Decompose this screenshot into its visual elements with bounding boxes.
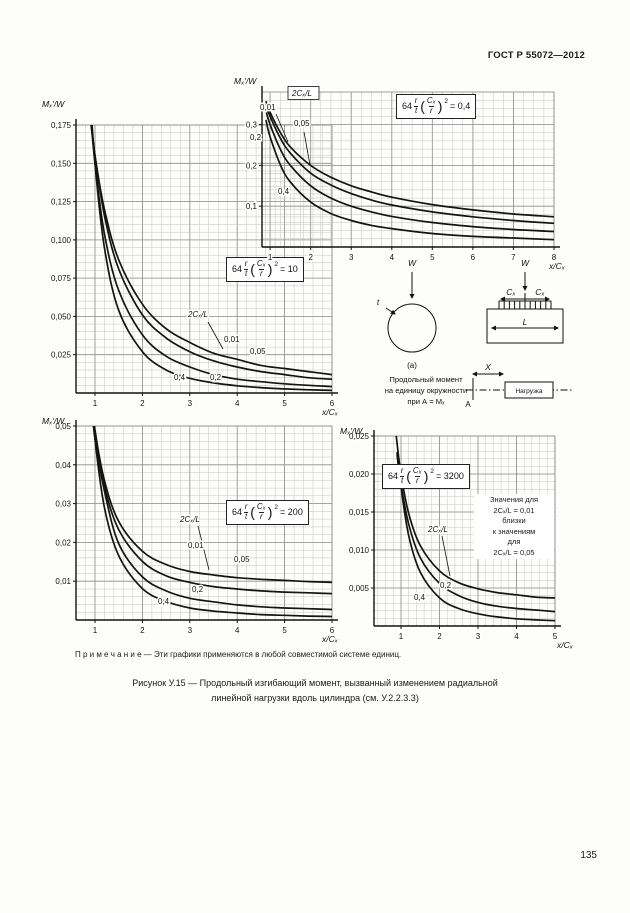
y-tick-label: 0,075 bbox=[50, 274, 71, 284]
x-tick-label: 1 bbox=[92, 626, 98, 635]
curve-label: 2Cₓ/L bbox=[188, 310, 208, 319]
curve-label: 0,01 bbox=[260, 103, 276, 112]
y-tick-label: 0,025 bbox=[348, 432, 369, 441]
x-tick-label: 3 bbox=[348, 253, 354, 262]
y-tick-label: 0,100 bbox=[50, 235, 71, 245]
formula-box: 64 $\frac{r}{t}$ ( $\frac{\text{Cₓ}}{r}$ ) 2 = 200 bbox=[226, 500, 309, 525]
y-tick-label: 0,150 bbox=[50, 159, 71, 169]
chart-top-right bbox=[232, 72, 567, 277]
y-axis-label: Mₓ′/W bbox=[42, 416, 65, 426]
sub-label-a: (а) bbox=[407, 361, 417, 370]
curve-label: 0,01 bbox=[188, 541, 204, 550]
diagram-caption-line: Продольный момент bbox=[389, 375, 463, 384]
formula-box: 64 $\frac{r}{t}$ ( $\frac{\text{Cₓ}}{r}$ ) 2 = 0,4 bbox=[396, 94, 476, 119]
x-tick-label: 6 bbox=[329, 626, 335, 635]
x-tick-label: 1 bbox=[267, 253, 273, 262]
curve-label: 0,4 bbox=[174, 373, 186, 382]
page-number: 135 bbox=[580, 850, 597, 861]
x-tick-label: 7 bbox=[511, 253, 516, 262]
diagram-svg bbox=[342, 252, 577, 412]
curve-label: 0,2 bbox=[192, 585, 204, 594]
y-tick-label: 0,05 bbox=[55, 422, 71, 431]
y-tick-label: 0,015 bbox=[348, 508, 369, 517]
x-tick-label: 3 bbox=[187, 626, 193, 635]
y-axis-label: Mₓ′/W bbox=[234, 76, 257, 86]
x-tick-label: 4 bbox=[234, 626, 240, 635]
distributed-load-comb bbox=[499, 301, 551, 309]
x-tick-label: 2 bbox=[308, 253, 313, 262]
chart-svg-bottom-left bbox=[40, 412, 340, 652]
x-tick-label: 5 bbox=[552, 632, 558, 641]
y-tick-label: 0,03 bbox=[55, 499, 71, 509]
x-tick-label: 4 bbox=[514, 632, 519, 641]
x-tick-label: 1 bbox=[92, 399, 98, 408]
curve-label: 0,4 bbox=[158, 597, 170, 606]
x-tick-label: 1 bbox=[398, 632, 404, 641]
curve-label: 0,4 bbox=[278, 187, 290, 196]
axis-tick-labels bbox=[246, 121, 557, 262]
y-tick-label: 0,025 bbox=[50, 350, 71, 360]
curve-label: 2Cₓ/L bbox=[428, 525, 448, 534]
y-tick-label: 0,2 bbox=[245, 161, 257, 171]
y-tick-label: 0,04 bbox=[55, 460, 71, 470]
x-dim-label: X bbox=[485, 362, 491, 372]
y-tick-label: 0,02 bbox=[55, 538, 71, 548]
w-label-right: W bbox=[520, 258, 530, 268]
x-tick-label: 6 bbox=[470, 253, 476, 262]
y-tick-label: 0,3 bbox=[245, 120, 257, 130]
formula-box: 64 $\frac{r}{t}$ ( $\frac{\text{Cₓ}}{r}$ ) 2 = 10 bbox=[226, 257, 304, 282]
x-tick-label: 5 bbox=[430, 253, 435, 262]
curve-label: 0,4 bbox=[414, 593, 426, 602]
y-tick-label: 0,175 bbox=[50, 121, 71, 130]
a-label: А bbox=[465, 400, 471, 409]
cx-label-left: Cₓ bbox=[506, 287, 516, 297]
y-tick-label: 0,1 bbox=[245, 202, 257, 212]
chart-bottom-right bbox=[330, 422, 575, 662]
y-axis-label: Mₓ′/W bbox=[340, 426, 363, 436]
curve-label: 0,05 bbox=[250, 347, 266, 356]
di agram-caption-line: при А = Мₓ bbox=[407, 397, 445, 406]
cx-label-right: Cₓ bbox=[535, 287, 545, 297]
diagram-caption-line: на единицу окружности bbox=[384, 386, 468, 395]
figure-caption: Рисунок У.15 — Продольный изгибающий момент, вызванный изменением радиальной линейной нагрузки вдоль цилиндра (см. У.2.2.3.3) bbox=[132, 678, 498, 703]
w-label-left: W bbox=[407, 258, 417, 268]
x-axis-label: x/Cₓ bbox=[557, 640, 573, 650]
x-tick-label: 5 bbox=[282, 399, 287, 408]
l-label: L bbox=[522, 317, 528, 327]
curve-label: 0,05 bbox=[294, 119, 310, 128]
cylinder-load-diagram bbox=[342, 252, 577, 412]
curve-label: 0,2 bbox=[250, 133, 262, 142]
curve-label: 0,2 bbox=[210, 373, 222, 382]
x-tick-label: 4 bbox=[389, 253, 395, 262]
label-leader bbox=[442, 536, 450, 576]
values-note: Значения для 2Cₓ/L = 0,01 близки к значениям для 2Cₓ/L = 0,05 bbox=[474, 494, 554, 559]
x-tick-label: 8 bbox=[551, 253, 557, 262]
y-tick-label: 0,125 bbox=[50, 197, 71, 207]
x-tick-label: 3 bbox=[187, 399, 193, 408]
curve-label: 0,2 bbox=[440, 581, 452, 590]
x-tick-label: 2 bbox=[437, 632, 442, 641]
y-axis-label: Mₓ′/W bbox=[42, 99, 65, 109]
x-tick-label: 3 bbox=[475, 632, 481, 641]
y-tick-label: 0,010 bbox=[348, 546, 369, 555]
curve-label: 0,05 bbox=[234, 555, 250, 564]
x-tick-label: 2 bbox=[140, 626, 145, 635]
x-tick-label: 4 bbox=[234, 399, 240, 408]
formula-box: 64 $\frac{r}{t}$ ( $\frac{\text{Cₓ}}{r}$ ) 2 = 3200 bbox=[382, 464, 470, 489]
cylinder-section-circle bbox=[388, 304, 436, 352]
label-leader bbox=[208, 322, 223, 349]
y-tick-label: 0,01 bbox=[55, 577, 71, 587]
t-pointer bbox=[386, 308, 395, 314]
note-text: П р и м е ч а н и е — Эти графики применяются в любой совместимой системе единиц. bbox=[75, 650, 402, 659]
document-header: ГОСТ Р 55072—2012 bbox=[487, 50, 585, 61]
curve-label: 2Cₓ/L bbox=[180, 515, 200, 524]
load-label: Нагрузка bbox=[515, 388, 543, 395]
y-tick-label: 0,005 bbox=[348, 584, 369, 593]
x-tick-label: 6 bbox=[329, 399, 335, 408]
y-tick-label: 0,020 bbox=[348, 470, 369, 479]
x-tick-label: 2 bbox=[140, 399, 145, 408]
x-axis-label: x/Cₓ bbox=[322, 634, 338, 644]
t-label: t bbox=[376, 297, 380, 307]
x-tick-label: 5 bbox=[282, 626, 287, 635]
curve-label: 0,01 bbox=[224, 335, 240, 344]
y-tick-label: 0,050 bbox=[50, 312, 71, 322]
curve-label: 2Cₓ/L bbox=[292, 89, 312, 98]
x-axis-label: x/Cₓ bbox=[549, 261, 565, 271]
chart-bottom-left bbox=[40, 412, 340, 652]
x-axis-label: x/Cₓ bbox=[322, 407, 338, 417]
curve-0,4 bbox=[266, 121, 554, 240]
